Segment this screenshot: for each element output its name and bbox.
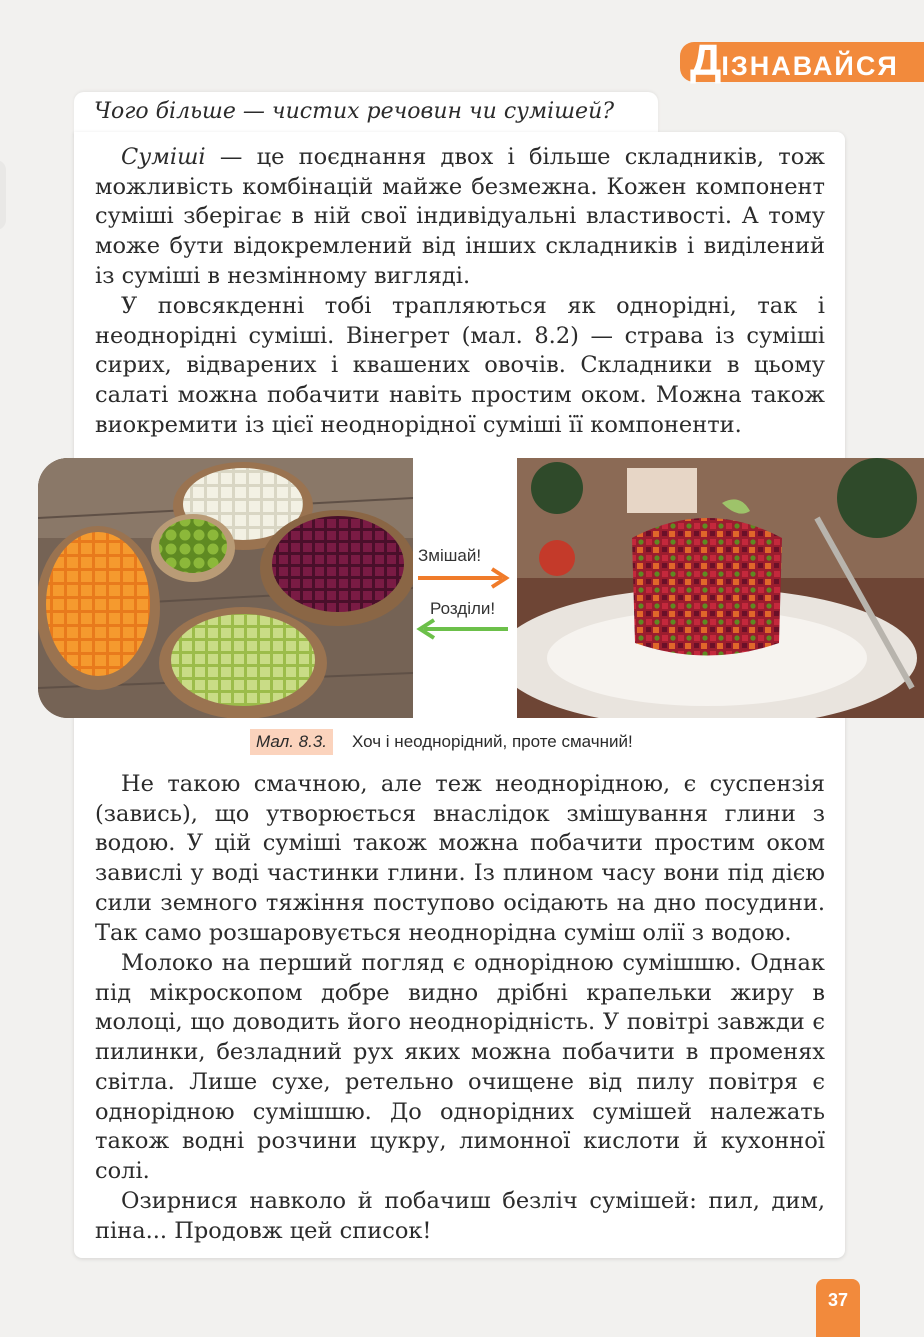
paragraph-milk-air: Молоко на перший погляд є однорідною сумішшю. Однак під мікроскопом добре видно дрібні крапельки жиру в молоці, що доводить його неоднорідність. У повітрі завжди є пилинки, безладний рух яких можна побачити в променях світла. Лише сухе, ретельно очищене від пилу повітря є однорідною сумішшю. До однорідних сумішей належать також водні розчини цукру, лимонної кислоти й кухонної солі.	[95, 950, 825, 1184]
mix-arrow-icon	[418, 569, 506, 587]
figure-caption: Хоч і неоднорідний, проте смачний!	[352, 732, 633, 751]
vegetables-bowls-illustration	[38, 458, 413, 718]
page-number: 37	[827, 1290, 849, 1310]
term-mixtures: Суміші	[121, 144, 206, 170]
vinaigrette-salad-illustration	[517, 458, 924, 718]
badge-initial-letter: Д	[690, 36, 722, 85]
paragraph-suspension: Не такою смачною, але теж неоднорідною, є суспензія (завись), що утворюється внаслідок змішування глини з водою. У цій суміші також можна побачити простим оком завислі у воді частинки глини. Із плином часу вони під дією сили земного тяжіння поступово осідають на дно посудини. Так само розшаровується неоднорідна суміш олії з водою.	[95, 771, 825, 946]
paragraph-conclusion: Озирнися навколо й побачиш безліч сумішей: пил, дим, піна... Продовж цей список!	[95, 1188, 825, 1244]
separate-arrow-icon	[420, 620, 508, 638]
vinaigrette-salad-photo	[517, 458, 924, 718]
section-title: Чого більше — чистих речовин чи сумішей?	[94, 99, 615, 124]
paragraph-text: — це поєднання двох і більше складників, тож можливість комбінацій майже безмежна. Кожен компонент суміші зберігає в ній свої індивідуальні властивості. А тому може бути відокремлений від інших складників і виділений із суміші в незмінному вигляді.	[95, 144, 825, 289]
paragraph-vinaigrette: У повсякденні тобі трапляються як однорідні, так і неоднорідні суміші. Вінегрет (мал. 8.2) — страва із суміші сирих, відварених і квашених овочів. Складники в цьому салаті можна побачити навіть простим оком. Можна також виокремити із цієї неоднорідної суміші її компоненти.	[95, 293, 825, 438]
figure-number: Мал. 8.3.	[250, 729, 333, 755]
page-edge-tab	[0, 160, 6, 230]
section-badge-label	[690, 37, 899, 85]
badge-rest-letters: ІЗНАВАЙСЯ	[721, 51, 899, 81]
mix-label: Змішай!	[418, 546, 482, 565]
paragraph-mixtures-definition	[95, 143, 825, 292]
separate-label: Розділи!	[430, 599, 496, 618]
vegetables-bowls-photo	[38, 458, 413, 718]
